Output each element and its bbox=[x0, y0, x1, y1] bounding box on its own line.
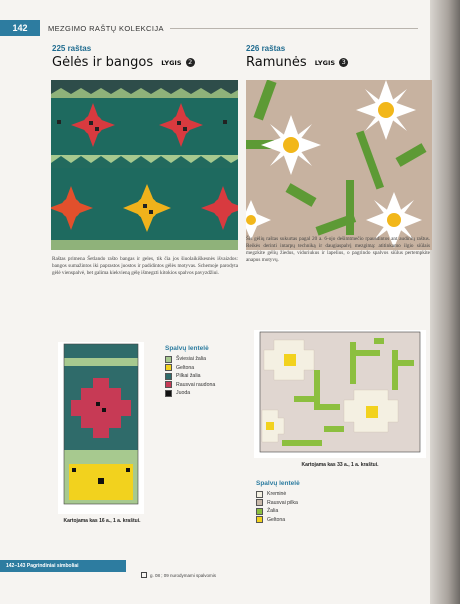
right-chart-grid bbox=[254, 330, 426, 458]
legend-swatch bbox=[165, 381, 172, 388]
legend-label: Rausvai pilka bbox=[267, 499, 298, 506]
pattern-title bbox=[246, 55, 348, 70]
legend-label: Geltona bbox=[176, 364, 195, 371]
legend-label: Geltona bbox=[267, 516, 286, 523]
pattern-title-text: Gėlės ir bangos bbox=[52, 55, 154, 70]
level-badge: 3 bbox=[339, 58, 348, 67]
legend-item bbox=[165, 372, 215, 381]
left-legend bbox=[165, 355, 215, 398]
legend-label: Žalia bbox=[267, 508, 279, 515]
pattern-description: Šis gėlių raštas sukurtas pagal 20 a. 6-ojo dešimtmečio rpausdintos ant audinių raštus. Reikės derinti intarpų techniką ir daugiaspalvį mezgimą: atitinkamo ilgio siūlais megzkite gėlių žiedus, viduriukus ir lapelius, o pagrindo spalvos siūlus pertempkite anapus motyvų. bbox=[246, 236, 430, 264]
footer-section-tab: 142–143 Pagrindiniai simboliai bbox=[0, 560, 126, 572]
running-title: MEZGIMO RAŠTŲ KOLEKCIJA bbox=[48, 23, 164, 33]
legend-label: Pilkai žalia bbox=[176, 373, 201, 380]
level-label: LYGIS bbox=[314, 58, 336, 67]
level-badge: 2 bbox=[186, 58, 195, 67]
legend-swatch bbox=[165, 364, 172, 371]
legend-swatch bbox=[256, 499, 263, 506]
legend-swatch bbox=[256, 508, 263, 515]
legend-item bbox=[256, 490, 298, 499]
legend-item bbox=[256, 516, 298, 525]
knit-photo-flowers-waves bbox=[51, 80, 238, 250]
left-chart-caption: Kartojama kas 16 a., 1 a. kraštui. bbox=[63, 518, 141, 524]
page-header bbox=[0, 20, 432, 36]
footer-note-text: g. 08 ; 09 nurodymami spalvomis bbox=[150, 572, 217, 578]
legend-item bbox=[165, 389, 215, 398]
legend-label: Rausvai raudona bbox=[176, 381, 216, 388]
legend-item bbox=[165, 381, 215, 390]
footer-note bbox=[141, 572, 216, 578]
pattern-title bbox=[52, 55, 195, 70]
knit-photo-daisies bbox=[246, 80, 432, 250]
legend-item bbox=[256, 499, 298, 508]
pattern-title-text: Ramunės bbox=[246, 55, 307, 70]
right-legend bbox=[256, 490, 298, 524]
legend-item bbox=[256, 507, 298, 516]
checkbox-icon bbox=[141, 572, 147, 578]
legend-swatch bbox=[165, 373, 172, 380]
legend-label: Šviesiai žalia bbox=[176, 356, 206, 363]
level-label: LYGIS bbox=[161, 58, 182, 67]
right-chart-caption: Kartojama kas 33 a., 1 a. kraštui. bbox=[301, 462, 379, 468]
book-spine bbox=[430, 0, 460, 604]
legend-label: Juoda bbox=[176, 390, 191, 397]
legend-item bbox=[165, 355, 215, 364]
pattern-number: 225 raštas bbox=[52, 44, 92, 53]
page-number: 142 bbox=[0, 20, 40, 36]
legend-swatch bbox=[165, 390, 172, 397]
pattern-description: Raštas primena Šetlando rašto bangas ir geles, tik čia jos šiuolaikiškesnės išvaizdos: bangos sumažintos iki paprastos juostos ir padidintos gėlės motyvas. Schemoje parodyta gėlė vienspalvė, bet galima kiekvieną gėlę išmegzti kitokios spalvos pavyzdžiui. bbox=[52, 256, 238, 277]
header-rule bbox=[170, 28, 418, 29]
left-legend-title: Spalvų lentelė bbox=[165, 345, 209, 352]
left-row-numbers bbox=[60, 338, 70, 514]
legend-swatch bbox=[256, 491, 263, 498]
pattern-number: 226 raštas bbox=[246, 44, 286, 53]
legend-swatch bbox=[256, 516, 263, 523]
legend-label: Kreminė bbox=[267, 491, 287, 498]
legend-swatch bbox=[165, 356, 172, 363]
left-chart-grid bbox=[58, 342, 144, 514]
legend-item bbox=[165, 364, 215, 373]
right-legend-title: Spalvų lentelė bbox=[256, 480, 300, 487]
